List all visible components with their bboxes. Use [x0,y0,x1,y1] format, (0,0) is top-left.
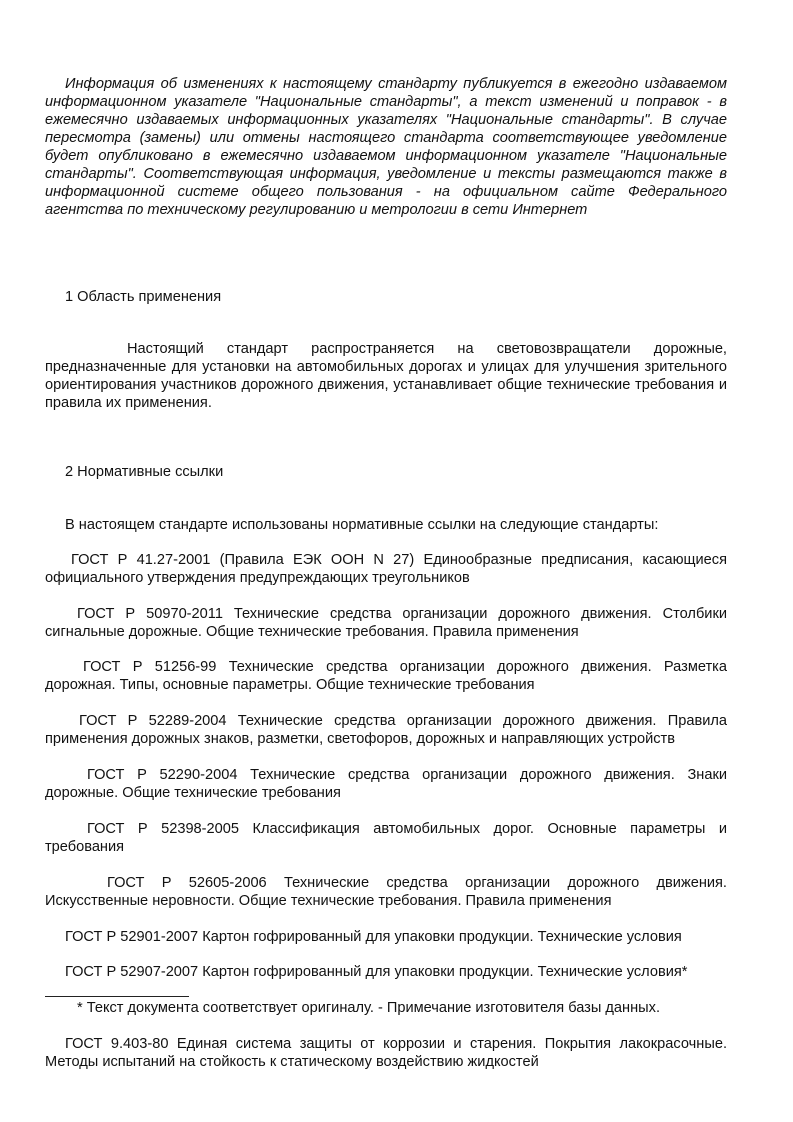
reference-item: ГОСТ Р 51256-99 Технические средства организации дорожного движения. Разметка дорожная. Типы, основные параметры. Общие технические требования [45,659,727,693]
section-2-intro: В настоящем стандарте использованы нормативные ссылки на следующие стандарты: [65,517,659,533]
section-2-heading: 2 Нормативные ссылки [65,464,224,480]
reference-item: ГОСТ Р 52398-2005 Классификация автомобильных дорог. Основные параметры и требования [45,821,727,855]
section-1-heading: 1 Область применения [65,289,222,305]
footnote: * Текст документа соответствует оригиналу. - Примечание изготовителя базы данных. [77,1000,660,1016]
reference-item: ГОСТ Р 52290-2004 Технические средства организации дорожного движения. Знаки дорожные. Общие технические требования [45,767,727,801]
section-1-body: Настоящий стандарт распространяется на световозвращатели дорожные, предназначенные для установки на автомобильных дорогах и улицах для улучшения зрительного ориентирования участников дорожного движения, устанавливает общие технические требования и правила их применения. [45,341,727,411]
reference-item: ГОСТ Р 52605-2006 Технические средства организации дорожного движения. Искусственные неровности. Общие технические требования. Правила применения [45,875,727,909]
reference-item: ГОСТ Р 52907-2007 Картон гофрированный для упаковки продукции. Технические условия* [65,964,688,980]
reference-item: ГОСТ Р 52289-2004 Технические средства организации дорожного движения. Правила применения дорожных знаков, разметки, светофоров, дорожных и направляющих устройств [45,713,727,747]
reference-item: ГОСТ Р 50970-2011 Технические средства организации дорожного движения. Столбики сигнальные дорожные. Общие технические требования. Правила применения [45,606,727,640]
reference-item: ГОСТ Р 41.27-2001 (Правила ЕЭК ООН N 27) Единообразные предписания, касающиеся официального утверждения предупреждающих треугольников [45,552,727,586]
standard-change-notice: Информация об изменениях к настоящему стандарту публикуется в ежегодно издаваемом информационном указателе "Национальные стандарты", а текст изменений и поправок - в ежемесячно издаваемых информационных указателях "Национальные стандарты". В случае пересмотра (замены) или отмены настоящего стандарта соответствующее уведомление будет опубликовано в ежемесячно издаваемом информационном указателе "Национальные стандарты". Соответствующая информация, уведомление и тексты размещаются также в информационной системе общего пользования - на официальном сайте Федерального агентства по техническому регулированию и метрологии в сети Интернет [45,76,727,218]
reference-item: ГОСТ 9.403-80 Единая система защиты от коррозии и старения. Покрытия лакокрасочные. Методы испытаний на стойкость к статическому воздействию жидкостей [45,1036,727,1070]
reference-item: ГОСТ Р 52901-2007 Картон гофрированный для упаковки продукции. Технические условия [65,929,682,945]
footnote-divider [45,996,189,997]
